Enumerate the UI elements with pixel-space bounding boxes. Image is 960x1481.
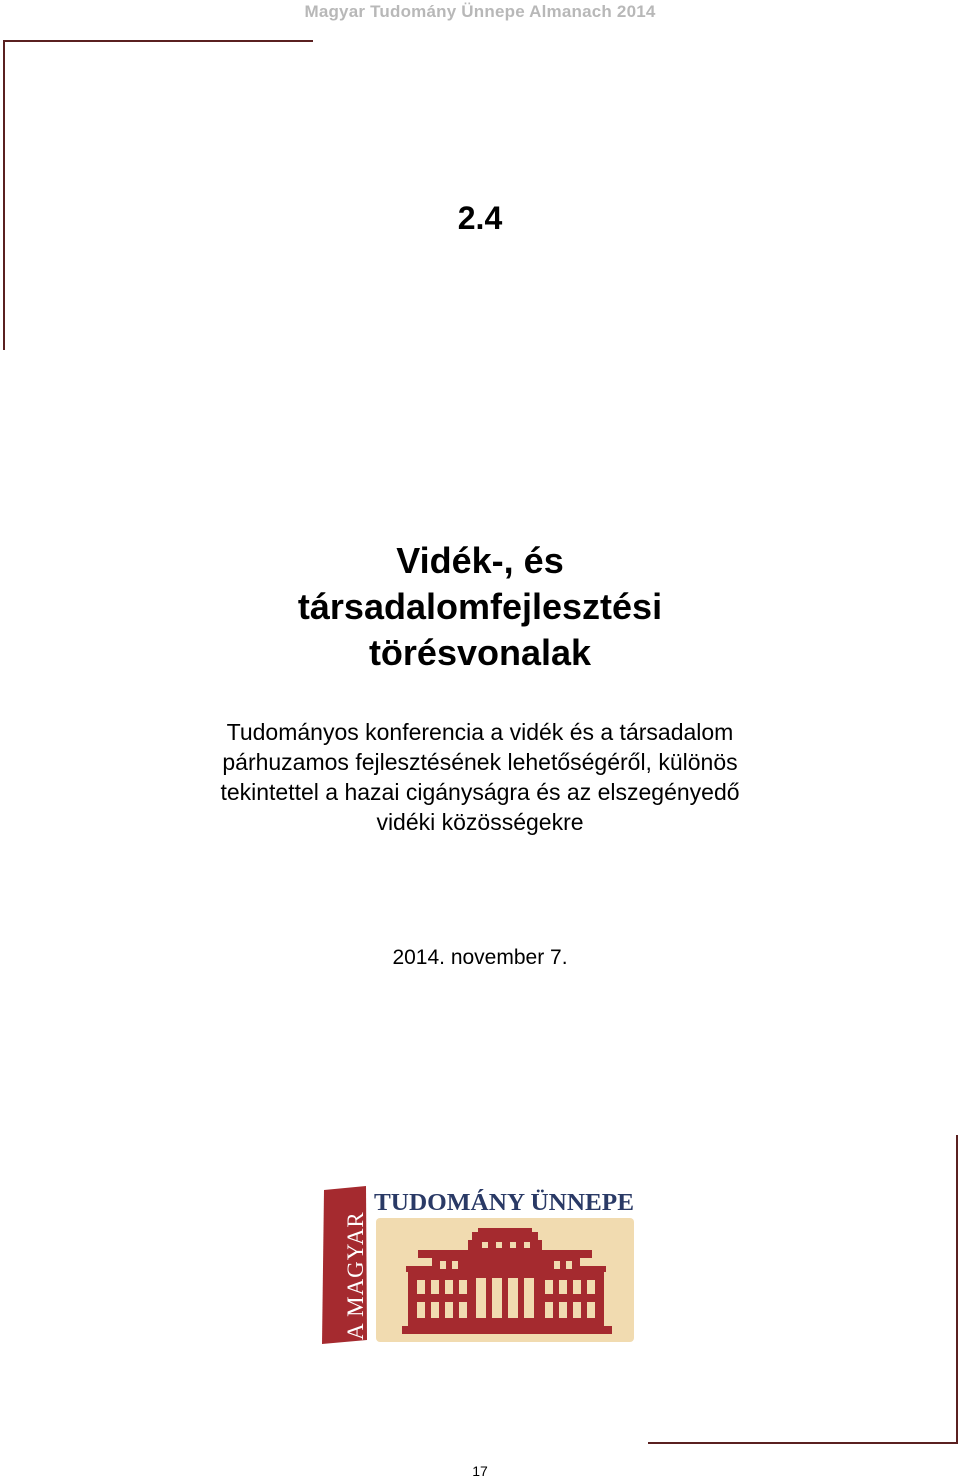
section-number: 2.4	[457, 200, 503, 236]
title-line: Vidék-, és	[396, 540, 564, 581]
subtitle-line: tekintettel a hazai cigányságra és az elszegényedő	[220, 779, 740, 805]
frame-corner-bottom-right-horizontal	[648, 1442, 958, 1444]
title-line: törésvonalak	[368, 632, 592, 673]
tudomany-unnepe-logo	[322, 1184, 636, 1344]
frame-corner-bottom-right-vertical	[956, 1135, 958, 1444]
document-subtitle	[0, 717, 960, 837]
subtitle-line: Tudományos konferencia a vidék és a társadalom	[226, 719, 734, 745]
subtitle-line: vidéki közösségekre	[376, 809, 584, 835]
running-header: Magyar Tudomány Ünnepe Almanach 2014	[304, 2, 656, 21]
page-number: 17	[472, 1463, 488, 1479]
event-date: 2014. november 7.	[392, 946, 568, 969]
frame-corner-top-left-vertical	[3, 40, 5, 350]
document-title	[0, 538, 960, 676]
subtitle-line: párhuzamos fejlesztésének lehetőségéről, különös	[222, 749, 738, 775]
frame-corner-top-left-horizontal	[3, 40, 313, 42]
title-line: társadalomfejlesztési	[297, 586, 663, 627]
logo-horizontal-text: TUDOMÁNY ÜNNEPE	[374, 1190, 634, 1216]
logo-vertical-text: A MAGYAR	[343, 1211, 368, 1340]
